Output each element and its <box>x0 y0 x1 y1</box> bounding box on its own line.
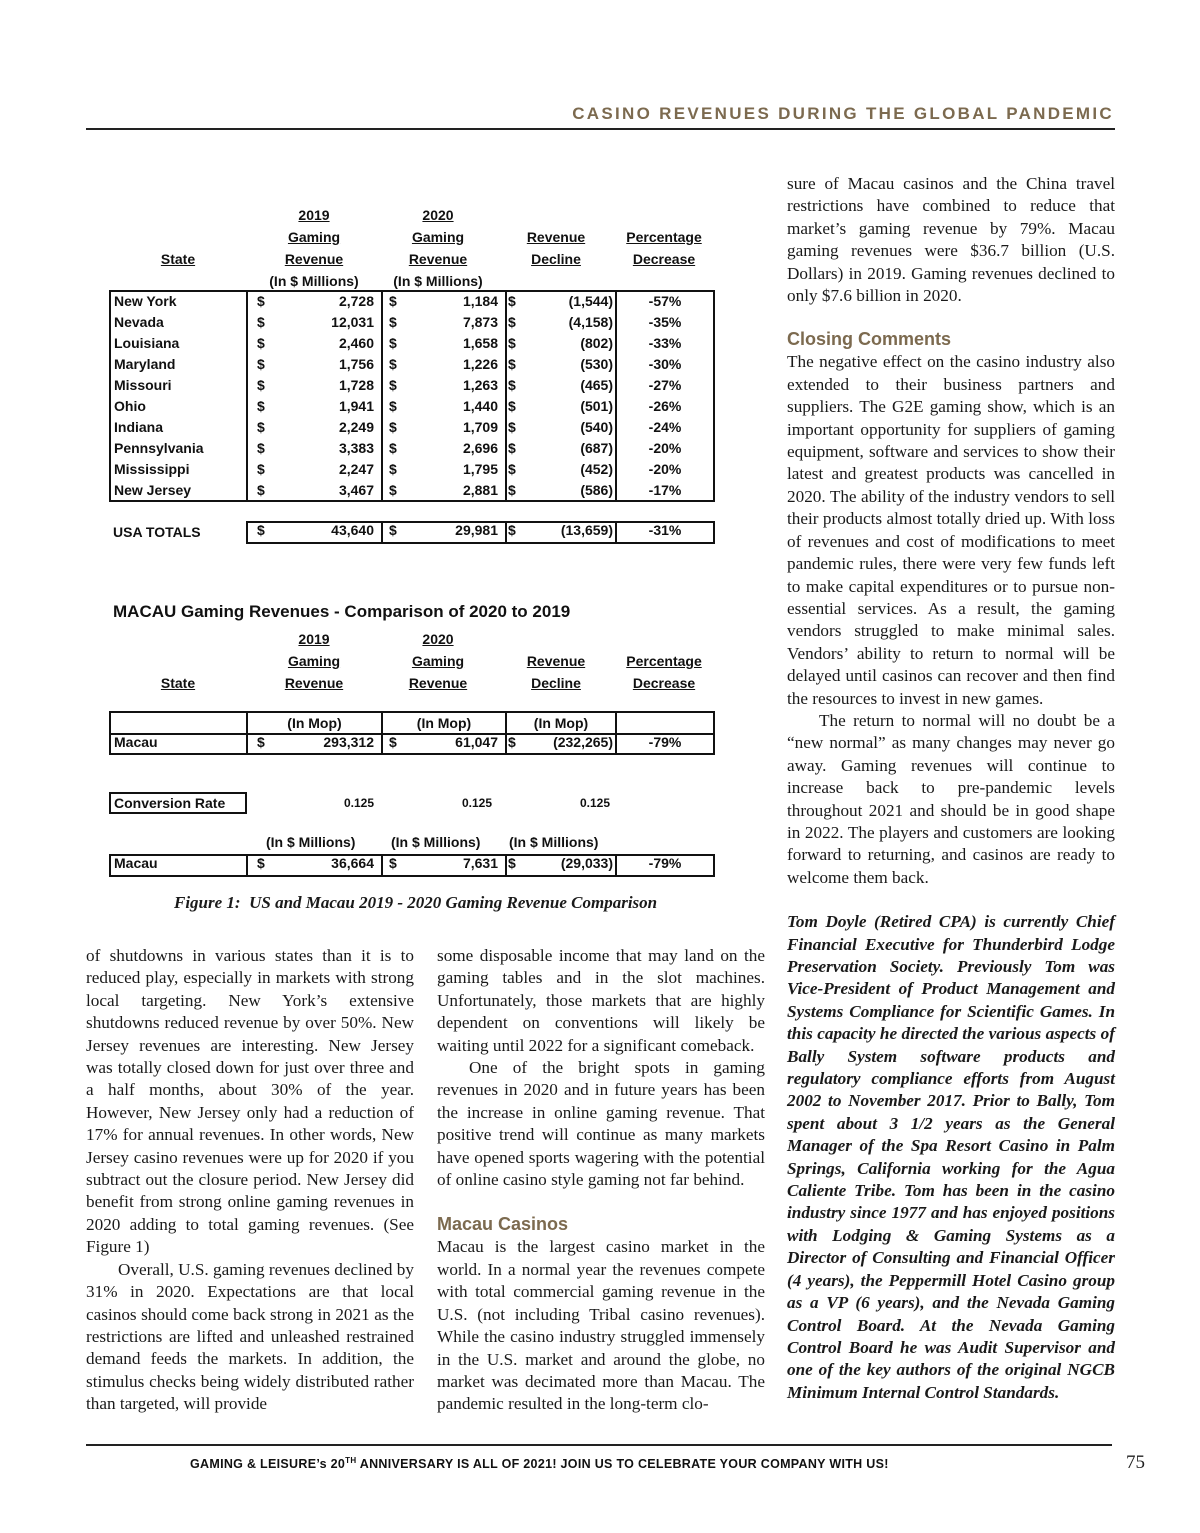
conversion-decline: 0.125 <box>580 796 611 810</box>
row-dollar-decline: $ <box>508 419 516 435</box>
row-pct: -24% <box>648 419 682 435</box>
macau-header-2019: 2019 Gaming Revenue <box>284 631 344 691</box>
row-revenue-2019: 1,728 <box>338 377 374 393</box>
row-dollar-2020: $ <box>389 440 397 456</box>
row-dollar-2019: $ <box>257 398 265 414</box>
macau-header-state: State <box>160 675 196 691</box>
row-state: New York <box>114 293 177 309</box>
row-decline: (4,158) <box>568 314 613 330</box>
row-state: Ohio <box>114 398 146 414</box>
usd-row-pct: -79% <box>648 855 682 871</box>
macau-revenue-table <box>0 0 720 890</box>
row-pct: -30% <box>648 356 682 372</box>
row-revenue-2020: 1,226 <box>462 356 498 372</box>
macau-usd-grid <box>109 854 715 877</box>
us-header-2019: 2019 Gaming Revenue (In $ Millions) <box>269 207 359 289</box>
us-header-state: State <box>160 251 196 267</box>
left-paragraph-2: Overall, U.S. gaming revenues declined by 31% in 2020. Expectations are that local casinos should come back strong in 2021 as the restrictions are lifted and unleashed restrained demand feeds the markets. In addition, the stimulus checks being widely distributed rather than targeted, will provide <box>86 1259 414 1414</box>
row-revenue-2019: 3,467 <box>338 482 374 498</box>
row-state: Indiana <box>114 419 164 435</box>
row-dollar-decline: $ <box>508 335 516 351</box>
macau-header-decline: Revenue Decline <box>526 653 586 691</box>
body-column-left <box>86 945 414 1416</box>
us-header-2020: 2020 Gaming Revenue (In $ Millions) <box>393 207 483 289</box>
row-revenue-2019: 1,756 <box>338 356 374 372</box>
usd-row-2019: 36,664 <box>331 855 374 871</box>
total-dollar-2020: $ <box>389 522 397 538</box>
row-dollar-2020: $ <box>389 398 397 414</box>
row-state: Maryland <box>114 356 176 372</box>
row-revenue-2020: 1,709 <box>462 419 498 435</box>
usd-dollar-2019: $ <box>257 855 265 871</box>
mop-unit-2019: (In Mop) <box>287 715 342 731</box>
row-decline: (530) <box>580 356 613 372</box>
usd-row-label: Macau <box>114 855 158 871</box>
macau-section-heading: Macau Casinos <box>437 1214 569 1235</box>
footer-banner: GAMING & LEISURE’s 20TH ANNIVERSARY IS ALL OF 2021! JOIN US TO CELEBRATE YOUR COMPANY WITH US! <box>190 1456 889 1472</box>
closing-heading: Closing Comments <box>787 329 952 350</box>
row-dollar-decline: $ <box>508 314 516 330</box>
macau-section-body: Macau is the largest casino market in the world. In a normal year the revenues compete with total commercial gaming revenue in the U.S. (not including Tribal casino revenues). While the casino industry struggled immensely in the U.S. market and around the globe, no market was decimated more than Macau. The pandemic resulted in the long-term clo- <box>437 1237 765 1414</box>
figure-caption: Figure 1: US and Macau 2019 - 2020 Gaming Revenue Comparison <box>174 893 658 912</box>
row-state: Louisiana <box>114 335 180 351</box>
usd-row-decline: (29,033) <box>560 855 613 871</box>
footer-rule <box>86 1444 1112 1446</box>
row-revenue-2020: 2,881 <box>462 482 498 498</box>
row-dollar-decline: $ <box>508 293 516 309</box>
conversion-rate-box: Conversion Rate <box>109 792 247 814</box>
row-pct: -33% <box>648 335 682 351</box>
usd-unit-2019: (In $ Millions) <box>266 834 356 850</box>
conversion-2019: 0.125 <box>344 796 375 810</box>
row-state: Mississippi <box>114 461 190 477</box>
row-revenue-2019: 1,941 <box>338 398 374 414</box>
row-decline: (802) <box>580 335 613 351</box>
row-dollar-decline: $ <box>508 377 516 393</box>
row-pct: -20% <box>648 461 682 477</box>
row-revenue-2020: 2,696 <box>462 440 498 456</box>
row-revenue-2019: 2,249 <box>338 419 374 435</box>
row-dollar-decline: $ <box>508 356 516 372</box>
mop-unit-2020: (In Mop) <box>416 715 472 731</box>
row-dollar-2020: $ <box>389 335 397 351</box>
total-pct: -31% <box>648 522 682 538</box>
row-dollar-2020: $ <box>389 293 397 309</box>
row-pct: -26% <box>648 398 682 414</box>
mop-dollar-decline: $ <box>508 734 516 750</box>
left-paragraph-1: of shutdowns in various states than it is to reduced play, especially in markets with strong local targeting. New York’s extensive shutdowns reduced revenue by over 50%. New Jersey revenues are interesting. New Jersey was totally closed down for just over three and a half months, about 30% of the year. However, New Jersey only had a reduction of 17% for annual revenues. In other words, New Jersey casino revenues were up for 2020 if you subtract out the closure period. New Jersey did benefit from strong online gaming revenues in 2020 adding to total gaming revenues. (See Figure 1) <box>86 946 414 1257</box>
row-dollar-2020: $ <box>389 314 397 330</box>
page-number: 75 <box>1126 1452 1145 1473</box>
conversion-2020: 0.125 <box>462 796 493 810</box>
us-header-pct: Percentage Decrease <box>626 229 702 267</box>
total-revenue-2020: 29,981 <box>455 522 498 538</box>
mop-dollar-2019: $ <box>257 734 265 750</box>
closing-paragraph-2: The return to normal will no doubt be a “new normal” as many changes may never go away. Gaming revenues will continue to increase back to pre-pandemic levels throughout 2021 and should be in good shape in 2022. The players and customers are looking forward to returning, and casinos are ready to welcome them back. <box>787 710 1115 887</box>
usd-dollar-2020: $ <box>389 855 397 871</box>
us-header-decline: Revenue Decline <box>526 229 586 267</box>
running-header: CASINO REVENUES DURING THE GLOBAL PANDEMIC <box>572 104 1114 123</box>
usd-row-2020: 7,631 <box>462 855 498 871</box>
macau-header-pct: Percentage Decrease <box>626 653 702 691</box>
row-decline: (586) <box>580 482 613 498</box>
row-dollar-decline: $ <box>508 398 516 414</box>
row-dollar-2020: $ <box>389 419 397 435</box>
row-revenue-2020: 1,263 <box>462 377 498 393</box>
row-pct: -27% <box>648 377 682 393</box>
mop-row-label: Macau <box>114 734 158 750</box>
row-state: Nevada <box>114 314 164 330</box>
row-decline: (540) <box>580 419 613 435</box>
mop-row-decline: (232,265) <box>553 734 613 750</box>
row-revenue-2020: 1,184 <box>462 293 498 309</box>
row-revenue-2019: 2,247 <box>338 461 374 477</box>
row-dollar-decline: $ <box>508 440 516 456</box>
row-revenue-2020: 1,658 <box>462 335 498 351</box>
right-paragraph-1: sure of Macau casinos and the China travel restrictions have combined to reduce that market’s gaming revenue by 79%. Macau gaming revenues were $36.7 billion (U.S. Dollars) in 2019. Gaming revenues declined to only $7.6 billion in 2020. <box>787 174 1115 306</box>
row-pct: -17% <box>648 482 682 498</box>
row-revenue-2019: 2,728 <box>338 293 374 309</box>
row-decline: (501) <box>580 398 613 414</box>
mop-unit-decline: (In Mop) <box>533 715 589 731</box>
row-revenue-2019: 2,460 <box>338 335 374 351</box>
row-dollar-2019: $ <box>257 461 265 477</box>
row-dollar-2020: $ <box>389 461 397 477</box>
row-dollar-2019: $ <box>257 377 265 393</box>
mop-dollar-2020: $ <box>389 734 397 750</box>
macau-table-title: MACAU Gaming Revenues - Comparison of 2020 to 2019 <box>113 602 571 621</box>
row-dollar-2020: $ <box>389 356 397 372</box>
author-bio: Tom Doyle (Retired CPA) is currently Chief Financial Executive for Thunderbird Lodge Preservation Society. Previously Tom was Vice-President of Product Management and Systems Compliance for Scientific Games. In this capacity he directed the various aspects of Bally System software products and regulatory compliance efforts from August 2002 to November 2017. Prior to Bally, Tom spent about 3 1/2 years as the General Manager of the Spa Resort Casino in Palm Springs, California working for the Agua Caliente Tribe. Tom has been in the casino industry since 1977 and has enjoyed positions with Lodging & Gaming Systems as a Director of Consulting and Financial Officer (4 years), the Peppermill Hotel Casino group as a VP (6 years), and the Nevada Gaming Control Board. At the Nevada Gaming Control Board he was Audit Supervisor and one of the key authors of the original NGCB Minimum Internal Control Standards. <box>787 912 1115 1402</box>
macau-mop-grid <box>109 711 715 755</box>
mid-paragraph-2: One of the bright spots in gaming revenues in 2020 and in future years has been the increase in online gaming revenue. That positive trend will continue as many markets have opened sports wagering with the potential of online casino style gaming not far behind. <box>437 1058 765 1190</box>
row-revenue-2019: 3,383 <box>338 440 374 456</box>
body-column-middle <box>437 945 765 1416</box>
row-decline: (687) <box>580 440 613 456</box>
row-pct: -57% <box>648 293 682 309</box>
row-state: Missouri <box>114 377 172 393</box>
row-dollar-2019: $ <box>257 482 265 498</box>
total-revenue-2019: 43,640 <box>331 522 374 538</box>
row-state: Pennsylvania <box>114 440 204 456</box>
mid-paragraph-1: some disposable income that may land on the gaming tables and in the slot machines. Unfortunately, those markets that are highly dependent on conventions will likely be waiting until 2022 for a significant comeback. <box>437 946 765 1055</box>
row-dollar-decline: $ <box>508 461 516 477</box>
row-state: New Jersey <box>114 482 192 498</box>
total-dollar-2019: $ <box>257 522 265 538</box>
row-pct: -20% <box>648 440 682 456</box>
row-decline: (1,544) <box>568 293 613 309</box>
mop-row-pct: -79% <box>648 734 682 750</box>
row-revenue-2020: 1,795 <box>462 461 498 477</box>
row-dollar-2020: $ <box>389 482 397 498</box>
macau-header-2020: 2020 Gaming Revenue <box>408 631 468 691</box>
row-dollar-2019: $ <box>257 440 265 456</box>
total-dollar-decline: $ <box>508 522 516 538</box>
usd-unit-2020: (In $ Millions) <box>391 834 481 850</box>
row-dollar-2019: $ <box>257 314 265 330</box>
row-revenue-2020: 1,440 <box>462 398 498 414</box>
row-dollar-2019: $ <box>257 419 265 435</box>
row-dollar-decline: $ <box>508 482 516 498</box>
total-decline: (13,659) <box>560 522 613 538</box>
row-decline: (452) <box>580 461 613 477</box>
row-revenue-2020: 7,873 <box>462 314 498 330</box>
mop-row-2020: 61,047 <box>455 734 498 750</box>
usd-dollar-decline: $ <box>508 855 516 871</box>
row-dollar-2019: $ <box>257 293 265 309</box>
usd-unit-decline: (In $ Millions) <box>509 834 599 850</box>
closing-paragraph-1: The negative effect on the casino industry also extended to their business partners and suppliers. The G2E gaming show, which is an important opportunity for suppliers of gaming equipment, software and services to show their latest and greatest products was cancelled in 2020. The ability of the industry vendors to sell their products almost totally dried up. With loss of revenues and cost of modifications to meet pandemic rules, there were very few funds left to make capital expenditures or to pursue non-essential services. As a result, the gaming vendors struggled to make minimal sales. Vendors’ ability to return to normal will be delayed until casinos can recover and then find the resources to invest in new games. <box>787 352 1115 708</box>
row-dollar-2019: $ <box>257 335 265 351</box>
row-revenue-2019: 12,031 <box>331 314 374 330</box>
row-dollar-2020: $ <box>389 377 397 393</box>
us-totals-label: USA TOTALS <box>113 524 201 540</box>
row-decline: (465) <box>580 377 613 393</box>
mop-row-2019: 293,312 <box>323 734 374 750</box>
row-pct: -35% <box>648 314 682 330</box>
body-column-right <box>787 173 1115 1404</box>
row-dollar-2019: $ <box>257 356 265 372</box>
